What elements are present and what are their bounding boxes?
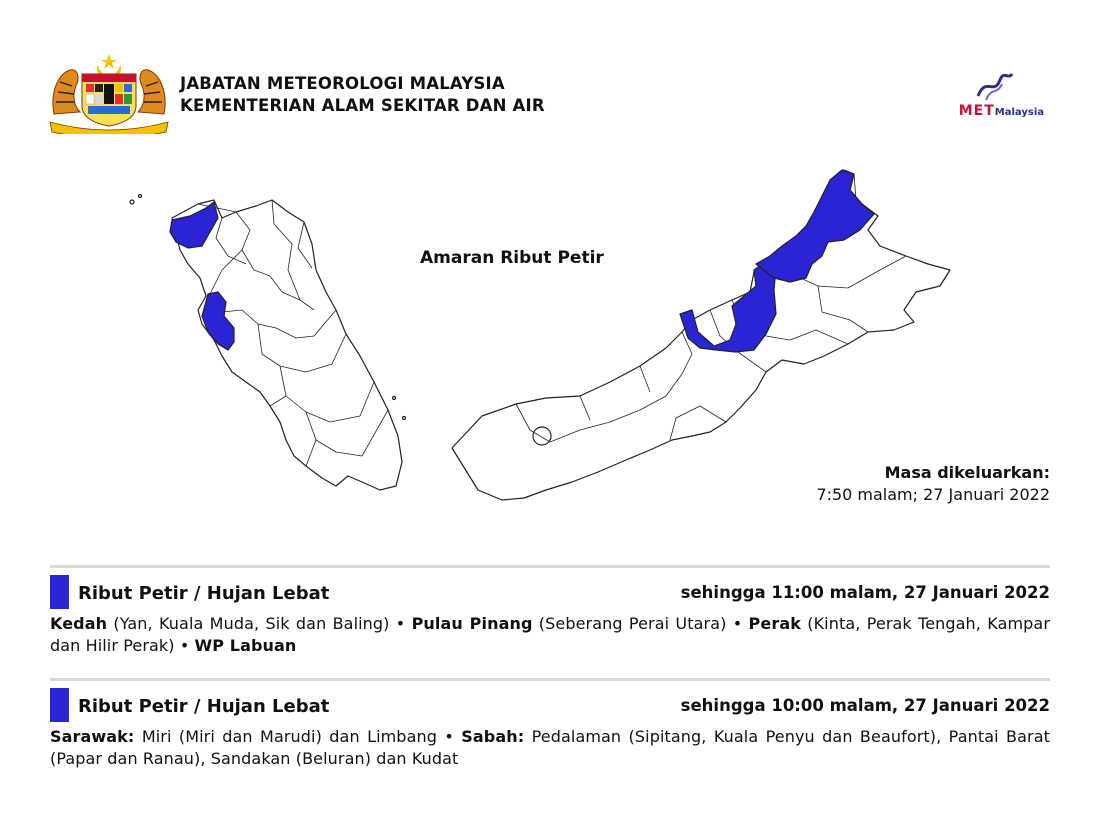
coat-of-arms-icon: [48, 52, 170, 134]
section-header: [50, 577, 1050, 607]
state-name: Sarawak:: [50, 727, 135, 746]
agency-line-1: JABATAN METEOROLOGI MALAYSIA: [180, 74, 505, 93]
peninsular-malaysia: [130, 195, 406, 491]
warning-title: Ribut Petir / Hujan Lebat: [78, 696, 330, 717]
issued-time: [816, 462, 1050, 506]
district-list: (Yan, Kuala Muda, Sik dan Baling) •: [107, 614, 412, 633]
state-name: WP Labuan: [194, 636, 297, 655]
state-name: Sabah:: [461, 727, 525, 746]
warning-areas: [50, 726, 1050, 770]
warning-section-1: [50, 565, 1050, 657]
section-divider: [50, 565, 1050, 568]
section-header: [50, 690, 1050, 720]
district-list: (Kinta, Perak Tengah, Kampar dan Hilir Perak) •: [50, 614, 1050, 655]
issued-label: Masa dikeluarkan:: [884, 463, 1050, 482]
district-list: Pedalaman (Sipitang, Kuala Penyu dan Beaufort), Pantai Barat (Papar dan Ranau), Sandakan (Beluran) dan Kudat: [50, 727, 1050, 768]
section-divider: [50, 678, 1050, 681]
agency-line-2: KEMENTERIAN ALAM SEKITAR DAN AIR: [180, 96, 545, 115]
state-name: Pulau Pinang: [411, 614, 533, 633]
met-brand: MET: [958, 103, 995, 119]
state-name: Kedah: [50, 614, 108, 633]
agency-name: [180, 73, 545, 117]
state-name: Perak: [748, 614, 801, 633]
met-suffix: Malaysia: [994, 107, 1044, 118]
met-malaysia-wordmark: [959, 103, 1044, 119]
district-list: Miri (Miri dan Marudi) dan Limbang •: [134, 727, 462, 746]
map-title: Amaran Ribut Petir: [420, 248, 604, 268]
warning-section-2: [50, 678, 1050, 770]
issued-value: 7:50 malam; 27 Januari 2022: [816, 485, 1050, 504]
warning-until: sehingga 10:00 malam, 27 Januari 2022: [680, 696, 1050, 715]
warning-title: Ribut Petir / Hujan Lebat: [78, 583, 330, 604]
header: [48, 52, 1058, 142]
warning-level-bar: [50, 688, 69, 722]
borneo-malaysia: [452, 170, 950, 500]
warning-until: sehingga 11:00 malam, 27 Januari 2022: [680, 583, 1050, 602]
district-list: (Seberang Perai Utara) •: [532, 614, 749, 633]
warning-level-bar: [50, 575, 69, 609]
warning-areas: [50, 613, 1050, 657]
